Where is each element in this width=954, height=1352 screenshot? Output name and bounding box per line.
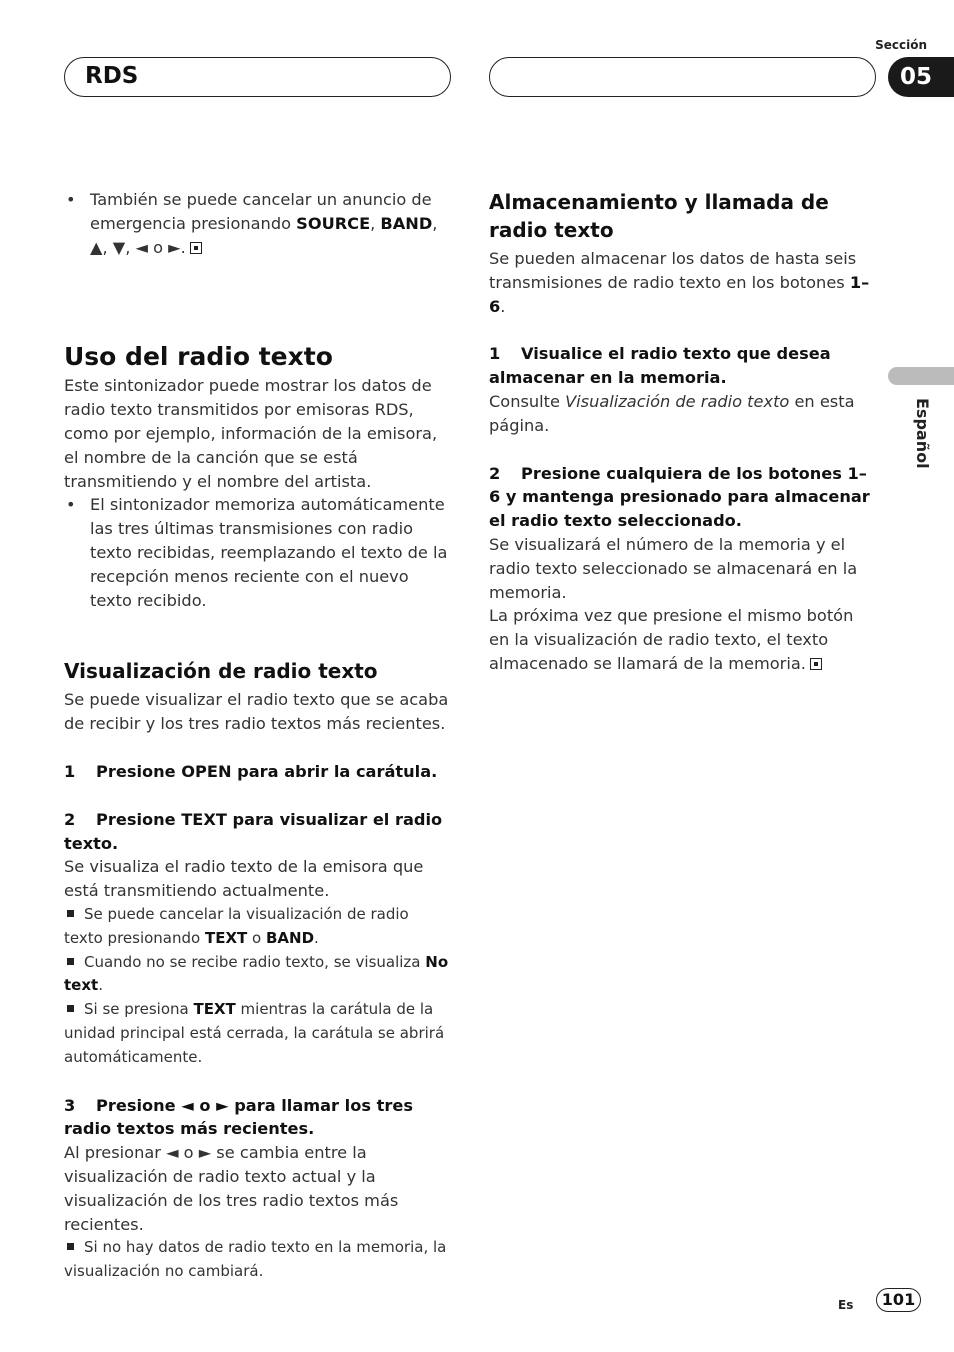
paragraph-uso: Este sintonizador puede mostrar los datos de radio texto transmitidos por emisoras RDS, como por ejemplo, información de la emisora, el nombre de la canción que se está transmitiendo y el nombre del artista. bbox=[64, 376, 438, 491]
step-1-open bbox=[64, 760, 452, 784]
desc-text: en esta página. bbox=[489, 391, 855, 435]
step-2-presione bbox=[489, 462, 877, 533]
left-column bbox=[64, 188, 452, 1284]
step-1-description bbox=[489, 390, 877, 438]
header-right-frame bbox=[489, 57, 876, 97]
note-no-text bbox=[64, 951, 452, 999]
note-text: . bbox=[98, 976, 103, 995]
note-text: Se puede cancelar la visualización de radio texto presionando bbox=[64, 904, 409, 947]
step-2-description-1: Se visualizará el número de la memoria y el radio texto seleccionado se almacenará en la memoria. bbox=[489, 534, 858, 602]
heading-almacenamiento: Almacenamiento y llamada de radio texto bbox=[489, 190, 829, 242]
step-1-visualice bbox=[489, 342, 877, 390]
footer-language: Es bbox=[838, 1298, 854, 1312]
bullet-text-end: , ▲, ▼, ◄ o ►. bbox=[90, 213, 438, 257]
step-number: 2 bbox=[489, 463, 501, 483]
step-3-recientes bbox=[64, 1094, 452, 1142]
page-number: 101 bbox=[876, 1288, 921, 1312]
desc-text: Consulte bbox=[489, 391, 566, 411]
step-3-description: Al presionar ◄ o ► se cambia entre la visualización de radio texto actual y la visualización de los tres radio textos más recientes. bbox=[64, 1143, 399, 1234]
note-square-icon bbox=[67, 958, 74, 965]
paragraph-almacenamiento bbox=[489, 247, 877, 318]
italic-reference: Visualización de radio texto bbox=[565, 391, 790, 411]
bullet-text: También se puede cancelar un anuncio de emergencia presionando bbox=[90, 190, 432, 233]
step-text: Presione OPEN para abrir la carátula. bbox=[96, 761, 438, 781]
note-cancel-visualizacion bbox=[64, 903, 452, 951]
heading-uso-radio-texto: Uso del radio texto bbox=[64, 342, 333, 372]
section-number-badge: 05 bbox=[888, 57, 954, 97]
bold-no-text: No text bbox=[64, 952, 449, 995]
step-2-text bbox=[64, 808, 452, 856]
note-square-icon bbox=[67, 1005, 74, 1012]
note-square-icon bbox=[67, 1243, 74, 1250]
header-title: RDS bbox=[85, 63, 139, 89]
end-mark-icon bbox=[190, 242, 202, 254]
end-mark-icon bbox=[810, 658, 822, 670]
desc-text: La próxima vez que presione el mismo botón en la visualización de radio texto, el texto almacenado se llamará de la memoria. bbox=[489, 606, 854, 673]
section-label: Sección bbox=[875, 38, 927, 52]
language-tab bbox=[888, 367, 954, 385]
note-text: . bbox=[314, 928, 319, 947]
bullet-cancel-announcement bbox=[64, 188, 452, 259]
bold-buttons: 1–6 bbox=[489, 272, 870, 316]
note-caratula-cerrada bbox=[64, 998, 452, 1069]
note-text: Si no hay datos de radio texto en la memoria, la visualización no cambiará. bbox=[64, 1238, 447, 1281]
right-column bbox=[489, 188, 877, 676]
step-number: 3 bbox=[64, 1095, 76, 1115]
step-2-description: Se visualiza el radio texto de la emisora que está transmitiendo actualmente. bbox=[64, 857, 424, 901]
step-number: 1 bbox=[64, 761, 76, 781]
bold-text: TEXT bbox=[193, 1000, 236, 1019]
step-text: Presione cualquiera de los botones 1–6 y mantenga presionado para almacenar el radio texto seleccionado. bbox=[489, 463, 870, 531]
note-text: o bbox=[247, 928, 266, 947]
step-2-description-2 bbox=[489, 604, 877, 675]
heading-visualizacion: Visualización de radio texto bbox=[64, 659, 378, 684]
language-label bbox=[912, 398, 932, 488]
paragraph-visualizacion: Se puede visualizar el radio texto que se acaba de recibir y los tres radio textos más recientes. bbox=[64, 690, 449, 734]
bold-source: SOURCE bbox=[296, 213, 371, 233]
bold-text: TEXT bbox=[204, 928, 248, 947]
bullet-memoriza: • El sintonizador memoriza automáticamente las tres últimas transmisiones con radio texto recibidas, reemplazando el texto de la recepción menos reciente con el nuevo texto recibido. bbox=[64, 493, 452, 612]
bullet-separator: , bbox=[370, 213, 381, 233]
step-text: Presione TEXT para visualizar el radio texto. bbox=[64, 809, 443, 853]
step-number: 1 bbox=[489, 344, 501, 364]
step-number: 2 bbox=[64, 809, 76, 829]
bold-band: BAND bbox=[265, 928, 315, 947]
note-text: Si se presiona bbox=[84, 1000, 194, 1019]
language-label-text: Español bbox=[913, 398, 932, 469]
note-sin-datos bbox=[64, 1236, 452, 1284]
step-text: Visualice el radio texto que desea almacenar en la memoria. bbox=[489, 344, 831, 388]
step-text: Presione ◄ o ► para llamar los tres radio textos más recientes. bbox=[64, 1095, 413, 1139]
note-square-icon bbox=[67, 910, 74, 917]
note-text: Cuando no se recibe radio texto, se visualiza bbox=[84, 952, 426, 971]
bold-band: BAND bbox=[380, 213, 433, 233]
paragraph-text: . bbox=[500, 296, 506, 316]
note-text: mientras la carátula de la unidad principal está cerrada, la carátula se abrirá automáticamente. bbox=[64, 1000, 445, 1066]
paragraph-text: Se pueden almacenar los datos de hasta seis transmisiones de radio texto en los botones bbox=[489, 249, 857, 292]
